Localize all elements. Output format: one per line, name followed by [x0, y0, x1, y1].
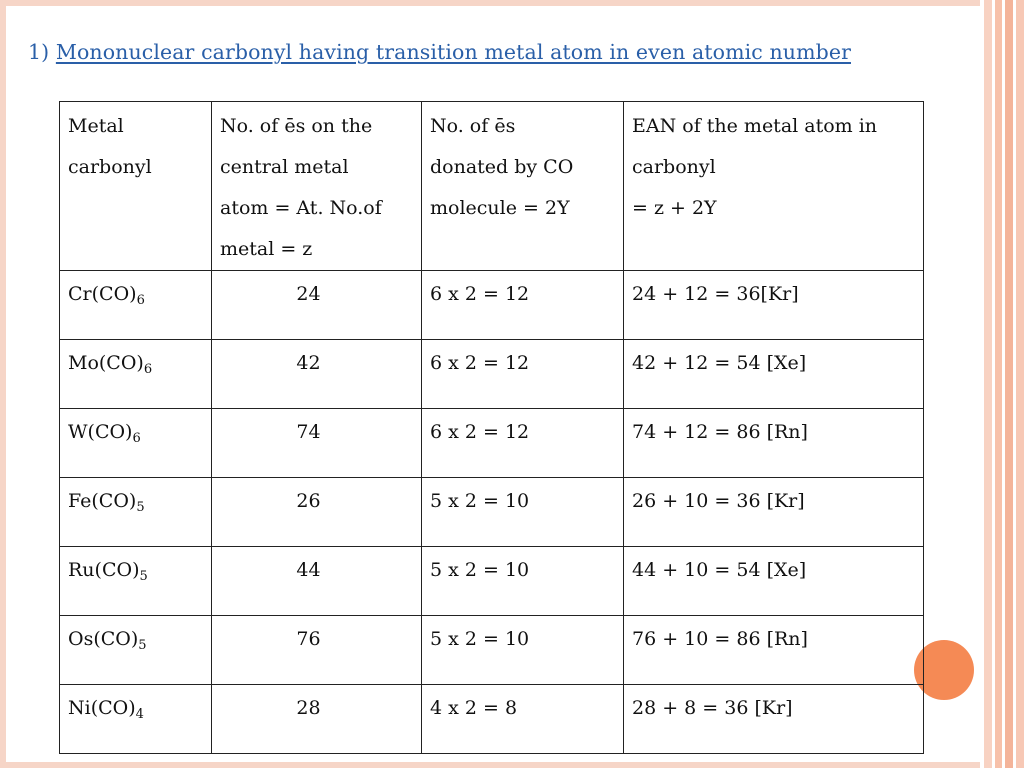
cell-formula: [60, 547, 212, 616]
formula-subscript: 4: [135, 707, 144, 722]
cell-electrons: 26: [212, 478, 422, 547]
formula-subscript: 5: [139, 569, 148, 584]
header-line: = z + 2Y: [632, 197, 717, 219]
title-number: 1): [28, 40, 50, 64]
slide-frame-left: [0, 0, 6, 768]
table-row: [60, 409, 924, 478]
table-row: [60, 271, 924, 340]
table-row: [60, 547, 924, 616]
cell-donated: 5 x 2 = 10: [422, 547, 624, 616]
cell-electrons: 42: [212, 340, 422, 409]
cell-formula: [60, 409, 212, 478]
slide-frame-top: [0, 0, 1024, 6]
cell-donated: 5 x 2 = 10: [422, 616, 624, 685]
cell-donated: 6 x 2 = 12: [422, 271, 624, 340]
cell-ean: 26 + 10 = 36 [Kr]: [624, 478, 924, 547]
cell-formula: [60, 271, 212, 340]
cell-electrons: 24: [212, 271, 422, 340]
header-line: metal = z: [220, 238, 313, 260]
formula-text: Cr(CO): [68, 283, 137, 305]
header-metal-carbonyl: [60, 102, 212, 271]
cell-donated: 5 x 2 = 10: [422, 478, 624, 547]
cell-electrons: 76: [212, 616, 422, 685]
formula-subscript: 6: [132, 431, 141, 446]
cell-donated: 6 x 2 = 12: [422, 340, 624, 409]
cell-ean: 74 + 12 = 86 [Rn]: [624, 409, 924, 478]
cell-formula: [60, 340, 212, 409]
header-line: No. of ēs on the: [220, 115, 373, 137]
formula-subscript: 5: [138, 638, 147, 653]
cell-electrons: 44: [212, 547, 422, 616]
title-text: Mononuclear carbonyl having transition metal atom in even atomic number: [55, 40, 851, 64]
header-line: molecule = 2Y: [430, 197, 570, 219]
header-line: donated by CO: [430, 156, 574, 178]
cell-formula: [60, 616, 212, 685]
cell-ean: 28 + 8 = 36 [Kr]: [624, 685, 924, 754]
formula-text: Ru(CO): [68, 559, 140, 581]
cell-donated: 4 x 2 = 8: [422, 685, 624, 754]
table-row: [60, 616, 924, 685]
cell-electrons: 28: [212, 685, 422, 754]
formula-text: Mo(CO): [68, 352, 144, 374]
cell-ean: 42 + 12 = 54 [Xe]: [624, 340, 924, 409]
ean-table: [59, 101, 924, 754]
table-row: [60, 685, 924, 754]
table-header-row: [60, 102, 924, 271]
cell-ean: 24 + 12 = 36[Kr]: [624, 271, 924, 340]
cell-formula: [60, 478, 212, 547]
cell-donated: 6 x 2 = 12: [422, 409, 624, 478]
formula-text: W(CO): [68, 421, 133, 443]
slide-title: [28, 40, 851, 64]
cell-electrons: 74: [212, 409, 422, 478]
header-line: No. of ēs: [430, 115, 516, 137]
cell-formula: [60, 685, 212, 754]
header-line: atom = At. No.of: [220, 197, 382, 219]
header-line: central metal: [220, 156, 349, 178]
cell-ean: 44 + 10 = 54 [Xe]: [624, 547, 924, 616]
formula-subscript: 6: [143, 362, 153, 377]
cell-ean: 76 + 10 = 86 [Rn]: [624, 616, 924, 685]
header-donated-electrons: [422, 102, 624, 271]
header-line: EAN of the metal atom in: [632, 115, 878, 137]
formula-text: Fe(CO): [68, 490, 137, 512]
header-line: Metal: [68, 115, 124, 137]
table-row: [60, 340, 924, 409]
header-line: carbonyl: [68, 156, 152, 178]
formula-subscript: 6: [136, 293, 145, 308]
formula-text: Os(CO): [68, 628, 139, 650]
table-row: [60, 478, 924, 547]
decorative-side-stripes: [980, 0, 1024, 768]
formula-subscript: 5: [136, 500, 145, 515]
header-ean: [624, 102, 924, 271]
header-line: carbonyl: [632, 156, 716, 178]
slide-frame-bottom: [0, 762, 1024, 768]
header-central-electrons: [212, 102, 422, 271]
formula-text: Ni(CO): [68, 697, 136, 719]
